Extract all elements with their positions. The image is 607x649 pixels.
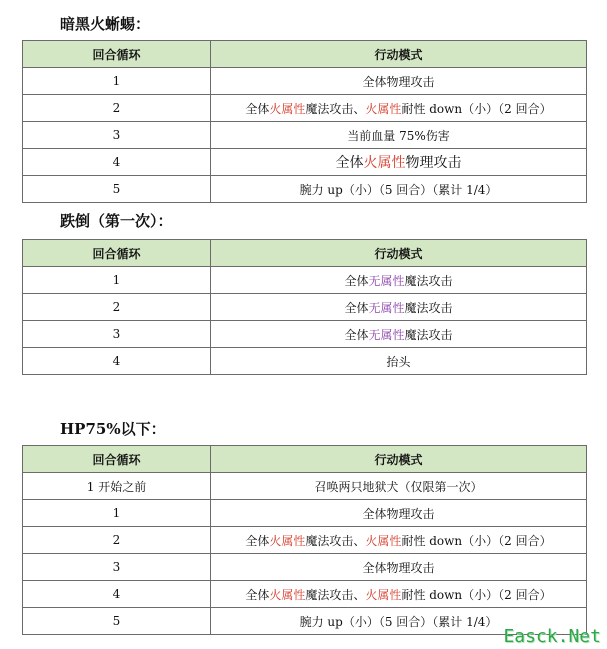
action-cell [211, 267, 587, 294]
table-row [23, 473, 587, 500]
action-text: 全体 [344, 300, 369, 315]
turn-cell: 2 [23, 527, 211, 554]
header-action-pattern: 行动模式 [211, 240, 587, 267]
table-row [23, 608, 587, 635]
table-header-row [23, 41, 587, 68]
action-text: 腕力 up（小）（5 回合）（累计 1/4） [299, 182, 498, 197]
action-text: 魔法攻击、 [305, 587, 366, 602]
action-text: 召唤两只地狱犬（仅限第一次） [314, 479, 483, 494]
action-text: 腕力 up（小）（5 回合）（累计 1/4） [299, 614, 498, 629]
header-action-pattern: 行动模式 [211, 446, 587, 473]
table-salamander [22, 40, 587, 203]
header-action-pattern: 行动模式 [211, 41, 587, 68]
turn-cell: 5 [23, 608, 211, 635]
table-row [23, 321, 587, 348]
action-text: 魔法攻击、 [305, 101, 366, 116]
turn-cell: 5 [23, 176, 211, 203]
header-turn-cycle: 回合循环 [23, 446, 211, 473]
action-cell [211, 294, 587, 321]
action-cell [211, 176, 587, 203]
action-text: 耐性 down（小）（2 回合） [401, 101, 552, 116]
header-turn-cycle: 回合循环 [23, 240, 211, 267]
action-text: 魔法攻击、 [305, 533, 366, 548]
action-text: 耐性 down（小）（2 回合） [401, 533, 552, 548]
turn-cell: 4 [23, 348, 211, 375]
table-row [23, 581, 587, 608]
action-text: 全体 [245, 587, 270, 602]
action-cell [211, 95, 587, 122]
table-fall [22, 239, 587, 375]
turn-cell: 3 [23, 554, 211, 581]
action-cell [211, 122, 587, 149]
turn-cell: 1 [23, 267, 211, 294]
table-row [23, 68, 587, 95]
table-row [23, 348, 587, 375]
table-row [23, 500, 587, 527]
turn-cell: 2 [23, 95, 211, 122]
action-cell [211, 68, 587, 95]
action-cell [211, 500, 587, 527]
fire-attribute-text: 火属性 [269, 101, 306, 116]
none-attribute-text: 无属性 [368, 273, 405, 288]
table-row [23, 527, 587, 554]
action-text: 全体 [344, 273, 369, 288]
turn-cell: 1 [23, 500, 211, 527]
action-text: 全体 [335, 155, 364, 171]
section-title-hp75: HP75%以下： [60, 420, 166, 438]
action-text: 全体物理攻击 [362, 560, 435, 575]
action-cell [211, 473, 587, 500]
fire-attribute-text: 火属性 [365, 101, 402, 116]
table-row [23, 122, 587, 149]
action-cell [211, 149, 587, 176]
turn-cell: 3 [23, 122, 211, 149]
table-header-row [23, 446, 587, 473]
none-attribute-text: 无属性 [368, 300, 405, 315]
table-body [23, 473, 587, 635]
table-row [23, 267, 587, 294]
section-title-salamander: 暗黑火蜥蜴： [60, 15, 151, 33]
table-row [23, 554, 587, 581]
action-text: 全体 [245, 533, 270, 548]
action-text: 全体物理攻击 [362, 506, 435, 521]
action-text: 物理攻击 [405, 155, 462, 171]
table-row [23, 176, 587, 203]
turn-cell: 4 [23, 581, 211, 608]
action-cell [211, 554, 587, 581]
section-title-fall: 跌倒（第一次）： [60, 212, 173, 230]
table-header-row [23, 240, 587, 267]
none-attribute-text: 无属性 [368, 327, 405, 342]
watermark-logo: Easck.Net [503, 626, 601, 647]
table-row [23, 95, 587, 122]
action-text: 魔法攻击 [404, 300, 453, 315]
table-row [23, 149, 587, 176]
turn-cell: 1 [23, 68, 211, 95]
fire-attribute-text: 火属性 [269, 533, 306, 548]
fire-attribute-text: 火属性 [365, 587, 402, 602]
action-text: 全体 [344, 327, 369, 342]
turn-cell: 2 [23, 294, 211, 321]
turn-cell: 1 开始之前 [23, 473, 211, 500]
action-text: 魔法攻击 [404, 327, 453, 342]
action-text: 耐性 down（小）（2 回合） [401, 587, 552, 602]
action-text: 抬头 [386, 354, 411, 369]
table-row [23, 294, 587, 321]
header-turn-cycle: 回合循环 [23, 41, 211, 68]
action-text: 魔法攻击 [404, 273, 453, 288]
action-cell [211, 321, 587, 348]
fire-attribute-text: 火属性 [269, 587, 306, 602]
turn-cell: 4 [23, 149, 211, 176]
fire-attribute-text: 火属性 [363, 155, 406, 171]
action-text: 当前血量 75%伤害 [347, 128, 450, 143]
table-body [23, 68, 587, 203]
action-text: 全体 [245, 101, 270, 116]
action-cell [211, 348, 587, 375]
table-hp75 [22, 445, 587, 635]
action-cell [211, 581, 587, 608]
fire-attribute-text: 火属性 [365, 533, 402, 548]
turn-cell: 3 [23, 321, 211, 348]
action-text: 全体物理攻击 [362, 74, 435, 89]
table-body [23, 267, 587, 375]
action-cell [211, 527, 587, 554]
